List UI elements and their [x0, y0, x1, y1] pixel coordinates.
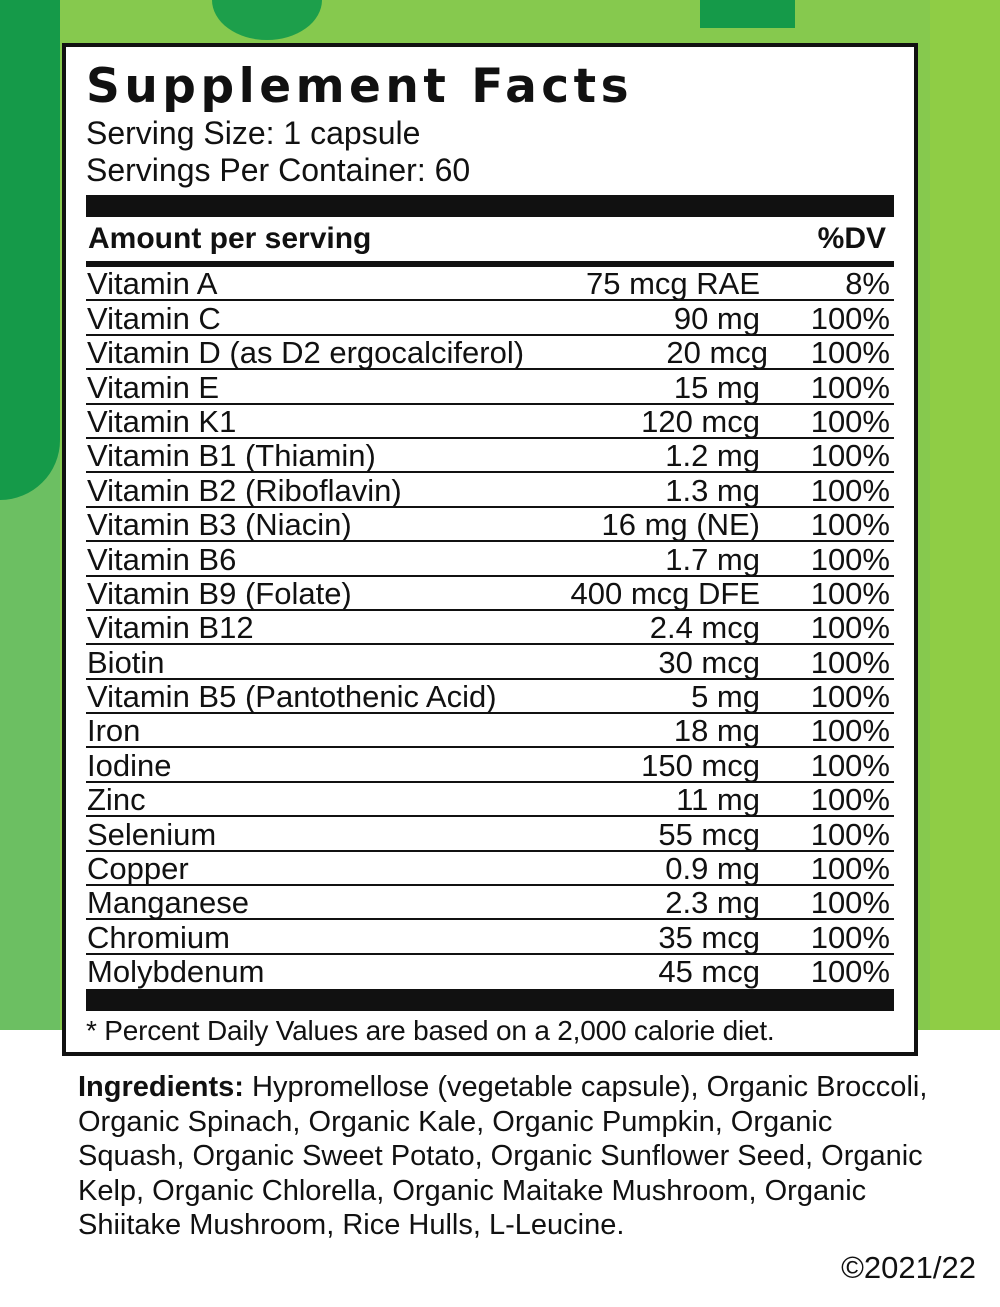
nutrient-dv: 100%	[810, 713, 890, 749]
nutrient-amount: 1.3 mg	[665, 472, 760, 508]
nutrient-dv: 100%	[810, 885, 890, 921]
table-row	[86, 783, 894, 817]
nutrient-amount: 2.4 mcg	[649, 610, 760, 646]
nutrient-name: Vitamin K1	[87, 403, 237, 439]
nutrient-amount: 1.2 mg	[665, 438, 760, 474]
table-row	[86, 920, 894, 954]
nutrient-amount: 18 mg	[673, 713, 760, 749]
nutrient-dv: 100%	[810, 438, 890, 474]
nutrient-amount: 30 mcg	[658, 644, 760, 680]
nutrient-dv: 100%	[810, 816, 890, 852]
nutrient-name: Iron	[87, 713, 141, 749]
top-divider-bar	[86, 195, 894, 217]
nutrient-dv: 100%	[810, 369, 890, 405]
nutrient-amount: 20 mcg	[666, 335, 769, 371]
nutrient-amount: 90 mg	[673, 300, 760, 336]
nutrient-amount: 5 mg	[691, 679, 760, 715]
servings-per-container: Servings Per Container: 60	[86, 152, 471, 188]
nutrient-name: Vitamin B1 (Thiamin)	[87, 438, 376, 474]
nutrient-name: Chromium	[87, 919, 230, 955]
nutrient-dv: 100%	[810, 403, 890, 439]
nutrient-name: Vitamin B12	[87, 610, 254, 646]
nutrient-amount: 35 mcg	[658, 919, 760, 955]
supplement-facts-panel	[62, 43, 918, 1056]
nutrient-name: Zinc	[87, 782, 146, 818]
nutrient-dv: 100%	[810, 644, 890, 680]
table-row	[86, 748, 894, 782]
table-row	[86, 577, 894, 611]
nutrient-amount: 16 mg (NE)	[601, 507, 760, 543]
nutrient-name: Vitamin B5 (Pantothenic Acid)	[87, 679, 497, 715]
ingredients-text: Hypromellose (vegetable capsule), Organic Broccoli, Organic Spinach, Organic Kale, Organic Pumpkin, Organic Squash, Organic Sweet Potato, Organic Sunflower Seed, Organic Kelp, Organic Chlorella, Organic Maitake Mushroom, Organic Shiitake Mushroom, Rice Hulls, L-Leucine.	[78, 1071, 928, 1241]
table-row	[86, 439, 894, 473]
nutrient-amount: 1.7 mg	[665, 541, 760, 577]
nutrient-name: Vitamin D (as D2 ergocalciferol)	[87, 335, 525, 371]
table-row	[86, 473, 894, 507]
nutrient-amount: 55 mcg	[658, 816, 760, 852]
nutrient-dv: 100%	[810, 851, 890, 887]
nutrient-name: Iodine	[87, 747, 172, 783]
nutrient-dv: 100%	[810, 919, 890, 955]
nutrient-amount: 2.3 mg	[665, 885, 760, 921]
nutrient-name: Manganese	[87, 885, 250, 921]
table-row	[86, 301, 894, 335]
header-amount: Amount per serving	[88, 222, 372, 255]
table-row	[86, 680, 894, 714]
nutrient-dv: 100%	[810, 335, 890, 371]
bottom-divider-bar	[86, 989, 894, 1011]
table-row	[86, 542, 894, 576]
header-dv: %DV	[817, 222, 886, 255]
nutrient-dv: 100%	[810, 472, 890, 508]
table-row	[86, 852, 894, 886]
nutrient-name: Vitamin B6	[87, 541, 237, 577]
nutrient-name: Vitamin B2 (Riboflavin)	[87, 472, 402, 508]
nutrient-amount: 120 mcg	[641, 403, 760, 439]
nutrient-name: Vitamin B9 (Folate)	[87, 575, 352, 611]
packaging-dark-arc	[0, 0, 60, 500]
nutrient-name: Molybdenum	[87, 954, 265, 990]
nutrient-rows	[86, 266, 894, 990]
table-row	[86, 714, 894, 748]
ingredients-label: Ingredients:	[78, 1071, 244, 1103]
nutrient-dv: 100%	[810, 747, 890, 783]
table-row	[86, 645, 894, 679]
table-row	[86, 954, 894, 990]
nutrient-dv: 100%	[810, 507, 890, 543]
nutrient-dv: 100%	[810, 610, 890, 646]
table-row	[86, 508, 894, 542]
facts-title: Supplement Facts	[86, 59, 634, 114]
nutrient-name: Vitamin E	[87, 369, 220, 405]
nutrient-dv: 100%	[810, 541, 890, 577]
dv-footnote: * Percent Daily Values are based on a 2,000 calorie diet.	[86, 1015, 775, 1047]
table-row	[86, 370, 894, 404]
nutrient-amount: 75 mcg RAE	[585, 266, 760, 302]
table-row	[86, 336, 894, 370]
nutrient-dv: 100%	[810, 782, 890, 818]
nutrient-amount: 15 mg	[673, 369, 760, 405]
nutrient-amount: 45 mcg	[658, 954, 760, 990]
nutrient-name: Biotin	[87, 644, 165, 680]
nutrient-dv: 100%	[810, 300, 890, 336]
table-row	[86, 886, 894, 920]
nutrient-name: Vitamin B3 (Niacin)	[87, 507, 352, 543]
table-row	[86, 817, 894, 851]
nutrient-dv: 100%	[810, 954, 890, 990]
packaging-top-block	[700, 0, 795, 28]
nutrient-dv: 100%	[810, 575, 890, 611]
packaging-right-stripe	[930, 0, 1000, 1030]
nutrient-amount: 150 mcg	[641, 747, 760, 783]
table-row	[86, 405, 894, 439]
nutrient-amount: 400 mcg DFE	[570, 575, 760, 611]
nutrient-dv: 100%	[810, 679, 890, 715]
nutrient-name: Copper	[87, 851, 189, 887]
ingredients-block	[78, 1070, 938, 1243]
table-row	[86, 611, 894, 645]
nutrient-dv: 8%	[845, 266, 890, 302]
table-header	[86, 217, 894, 267]
copyright: ©2021/22	[841, 1250, 976, 1285]
nutrient-name: Selenium	[87, 816, 217, 852]
nutrient-name: Vitamin C	[87, 300, 221, 336]
nutrient-amount: 0.9 mg	[665, 851, 760, 887]
nutrient-name: Vitamin A	[87, 266, 218, 302]
table-row	[86, 267, 894, 301]
serving-size: Serving Size: 1 capsule	[86, 115, 421, 151]
nutrient-amount: 11 mg	[676, 782, 760, 818]
